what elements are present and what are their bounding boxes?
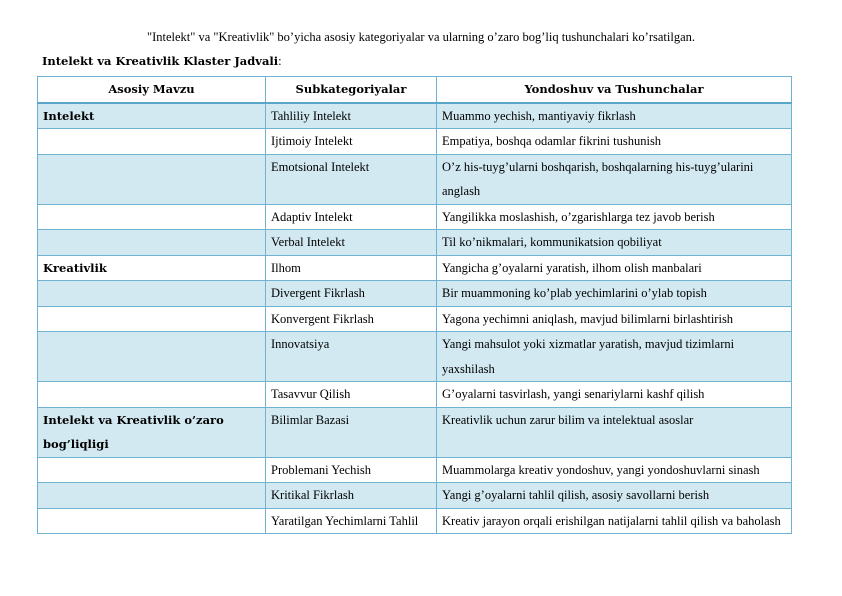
table-row: [38, 255, 792, 281]
table-row: [38, 483, 792, 509]
cell-main-topic: [38, 483, 266, 509]
cell-approach: Kreativlik uchun zarur bilim va intelektual asoslar: [437, 407, 792, 457]
table-caption: [42, 54, 282, 69]
table-row: [38, 281, 792, 307]
table-row: [38, 204, 792, 230]
cell-main-topic: [38, 382, 266, 408]
cell-main-topic: [38, 306, 266, 332]
cell-main-topic: [38, 129, 266, 155]
cell-main-topic: [38, 508, 266, 534]
cell-approach: Muammo yechish, mantiyaviy fikrlash: [437, 103, 792, 129]
header-main-topic: Asosiy Mavzu: [38, 77, 266, 103]
cell-subcategory: Verbal Intelekt: [266, 230, 437, 256]
cell-subcategory: Konvergent Fikrlash: [266, 306, 437, 332]
cell-approach: Yagona yechimni aniqlash, mavjud bilimlarni birlashtirish: [437, 306, 792, 332]
cell-main-topic: [38, 332, 266, 382]
cell-main-topic: [38, 457, 266, 483]
cell-main-topic: Intelekt: [38, 103, 266, 129]
cell-subcategory: Tahliliy Intelekt: [266, 103, 437, 129]
table-row: [38, 103, 792, 129]
cell-main-topic: [38, 204, 266, 230]
table-row: [38, 306, 792, 332]
cluster-table: [37, 76, 792, 534]
cell-approach: Yangi g’oyalarni tahlil qilish, asosiy savollarni berish: [437, 483, 792, 509]
cell-subcategory: Yaratilgan Yechimlarni Tahlil: [266, 508, 437, 534]
table-row: [38, 154, 792, 204]
table-row: [38, 457, 792, 483]
cell-subcategory: Kritikal Fikrlash: [266, 483, 437, 509]
cell-subcategory: Ilhom: [266, 255, 437, 281]
cell-main-topic: [38, 230, 266, 256]
cell-subcategory: Tasavvur Qilish: [266, 382, 437, 408]
cell-approach: Kreativ jarayon orqali erishilgan natijalarni tahlil qilish va baholash: [437, 508, 792, 534]
cell-main-topic: Intelekt va Kreativlik o’zaro bog’liqligi: [38, 407, 266, 457]
cell-approach: Empatiya, boshqa odamlar fikrini tushunish: [437, 129, 792, 155]
cell-subcategory: Adaptiv Intelekt: [266, 204, 437, 230]
header-approaches: Yondoshuv va Tushunchalar: [437, 77, 792, 103]
cell-subcategory: Problemani Yechish: [266, 457, 437, 483]
cell-main-topic: [38, 281, 266, 307]
header-subcategories: Subkategoriyalar: [266, 77, 437, 103]
table-row: [38, 129, 792, 155]
table-caption-title: Intelekt va Kreativlik Klaster Jadvali: [42, 54, 279, 68]
table-caption-suffix: :: [278, 54, 282, 68]
table-row: [38, 407, 792, 457]
table-row: [38, 382, 792, 408]
cell-subcategory: Innovatsiya: [266, 332, 437, 382]
cell-approach: Yangicha g’oyalarni yaratish, ilhom olish manbalari: [437, 255, 792, 281]
cell-main-topic: [38, 154, 266, 204]
table-row: [38, 332, 792, 382]
cell-approach: O’z his-tuyg’ularni boshqarish, boshqalarning his-tuyg’ularini anglash: [437, 154, 792, 204]
cell-subcategory: Bilimlar Bazasi: [266, 407, 437, 457]
cell-subcategory: Emotsional Intelekt: [266, 154, 437, 204]
cell-approach: G’oyalarni tasvirlash, yangi senariylarni kashf qilish: [437, 382, 792, 408]
cell-approach: Yangi mahsulot yoki xizmatlar yaratish, mavjud tizimlarni yaxshilash: [437, 332, 792, 382]
table-row: [38, 230, 792, 256]
cell-approach: Til ko’nikmalari, kommunikatsion qobiliyat: [437, 230, 792, 256]
cell-subcategory: Ijtimoiy Intelekt: [266, 129, 437, 155]
cell-approach: Yangilikka moslashish, o’zgarishlarga tez javob berish: [437, 204, 792, 230]
cell-approach: Bir muammoning ko’plab yechimlarini o’ylab topish: [437, 281, 792, 307]
cell-approach: Muammolarga kreativ yondoshuv, yangi yondoshuvlarni sinash: [437, 457, 792, 483]
table-header-row: [38, 77, 792, 103]
cell-subcategory: Divergent Fikrlash: [266, 281, 437, 307]
intro-text: "Intelekt" va "Kreativlik" bo’yicha asosiy kategoriyalar va ularning o’zaro bog’liq tushunchalari ko’rsatilgan.: [146, 30, 695, 44]
table-row: [38, 508, 792, 534]
cell-main-topic: Kreativlik: [38, 255, 266, 281]
